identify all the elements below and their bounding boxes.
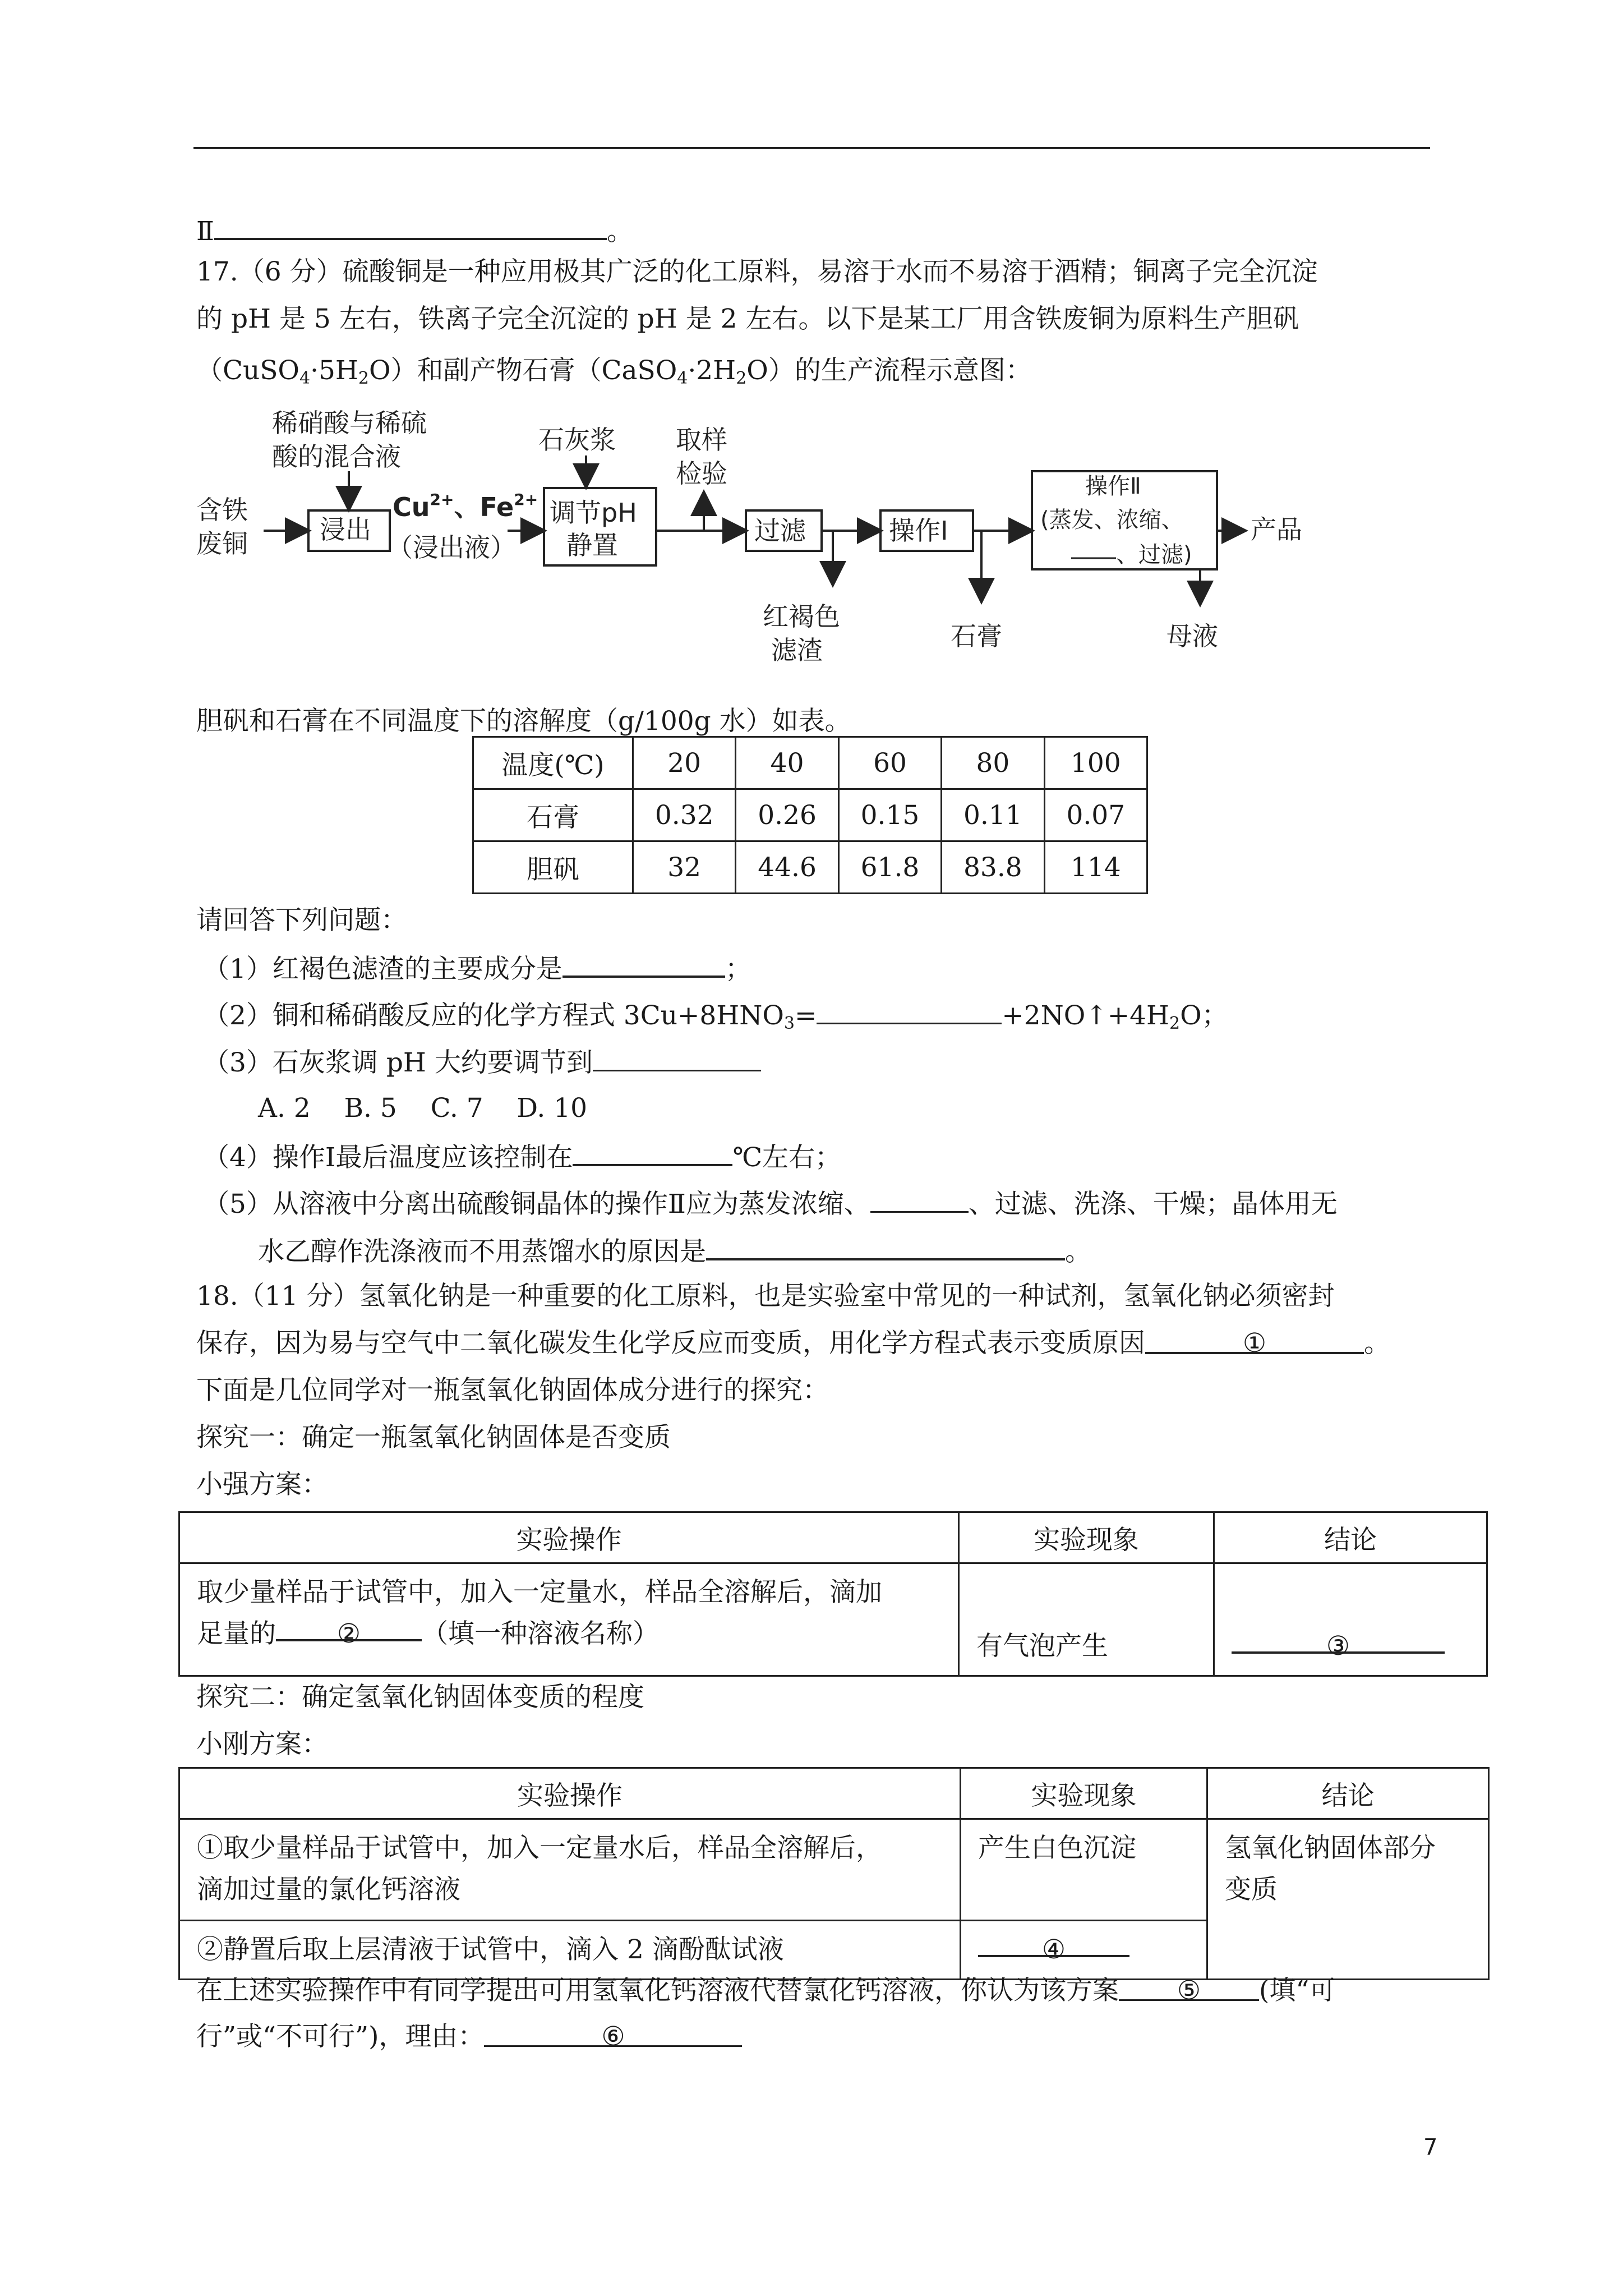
adjust-box-label-2: 静置 [566, 530, 618, 560]
text: （4）操作Ⅰ最后温度应该控制在 [203, 1142, 573, 1173]
table-cell: 石膏 [473, 789, 633, 841]
text: 保存，因为易与空气中二氧化碳发生化学反应而变质，用化学方程式表示变质原因 [196, 1328, 1145, 1359]
table-header-cell: 60 [838, 737, 941, 789]
table-cell [1214, 1563, 1487, 1676]
sample-label-1: 取样 [676, 425, 727, 455]
question-prompt: 请回答下列问题： [196, 905, 407, 936]
q18-final-1 [196, 1973, 1335, 2008]
table-cell: 0.11 [942, 789, 1044, 841]
text: （5）从溶液中分离出硫酸铜晶体的操作Ⅱ应为蒸发浓缩、 [203, 1189, 870, 1220]
acid-label-2: 酸的混合液 [272, 441, 401, 472]
subscript: 2 [736, 369, 747, 388]
text: 在上述实验操作中有同学提出可用氢氧化钙溶液代替氯化钙溶液，你认为该方案 [196, 1975, 1119, 2006]
text: （2）铜和稀硝酸反应的化学方程式 3Cu+8HNO [203, 1000, 784, 1031]
answer-blank-5[interactable]: ⑤ [1119, 1973, 1259, 2001]
acid-label-1: 稀硝酸与稀硫 [272, 409, 427, 438]
period: 。 [606, 216, 633, 247]
mother-liquor-label: 母液 [1166, 621, 1218, 651]
table-header-cell: 结论 [1207, 1768, 1489, 1819]
table-row [179, 1819, 1489, 1921]
text: 、过滤、洗涤、干燥；晶体用无 [968, 1189, 1338, 1220]
table-row [179, 1768, 1489, 1819]
answer-blank[interactable] [706, 1232, 1065, 1260]
op2-box-line-2: 、过滤) [1116, 542, 1192, 568]
table-row [179, 1563, 1487, 1676]
q17-sub-1 [203, 950, 751, 987]
answer-blank-4[interactable]: ④ [978, 1929, 1129, 1957]
subscript: 2 [1169, 1014, 1181, 1033]
table-header-cell: 80 [942, 737, 1044, 789]
table-header-cell: 实验现象 [961, 1768, 1207, 1819]
answer-blank-6[interactable]: ⑥ [484, 2019, 742, 2047]
table-row [473, 841, 1147, 894]
answer-blank-3[interactable]: ③ [1232, 1626, 1445, 1654]
text: 氢氧化钠固体部分 [1225, 1833, 1436, 1864]
subscript: 4 [677, 369, 688, 388]
text: O）的生产流程示意图： [746, 355, 1032, 386]
explore-2-heading: 探究二：确定氢氧化钠固体变质的程度 [196, 1682, 644, 1713]
plan-1-label: 小强方案： [196, 1469, 328, 1500]
table-cell: 0.15 [838, 789, 941, 841]
text: O）和副产物石膏（CaSO [369, 355, 677, 386]
q18-line-2 [196, 1326, 1390, 1361]
q17-sub-5-cont [258, 1232, 1091, 1269]
table-cell [961, 1921, 1207, 1980]
superscript: 2+ [514, 490, 538, 509]
explore-1-heading: 探究一：确定一瓶氢氧化钠固体是否变质 [196, 1422, 671, 1453]
table-row [179, 1512, 1487, 1563]
residue-label-2: 滤渣 [771, 635, 823, 665]
sample-label-2: 检验 [676, 458, 727, 489]
subscript: 4 [299, 369, 311, 388]
gypsum-label: 石膏 [951, 621, 1002, 651]
text: （填一种溶液名称） [422, 1618, 659, 1649]
q17-sub-3-options: A. 2 B. 5 C. 7 D. 10 [258, 1093, 588, 1124]
table-header-cell: 实验现象 [959, 1512, 1214, 1563]
q17-sub-5 [203, 1185, 1338, 1222]
text: Cu [393, 492, 430, 522]
answer-blank[interactable] [573, 1138, 732, 1166]
text: (填“可 [1259, 1975, 1336, 2006]
op1-box-label: 操作Ⅰ [889, 516, 948, 546]
text: 。 [1065, 1236, 1091, 1267]
subscript: 2 [358, 369, 369, 388]
answer-blank-1[interactable]: ① [1145, 1326, 1364, 1354]
table-cell: 0.32 [633, 789, 736, 841]
text: ·5H [310, 355, 358, 386]
op2-box-line-1: (蒸发、浓缩、 [1040, 507, 1184, 533]
process-flowchart [196, 409, 1318, 673]
ions-label [393, 490, 538, 522]
text: 水乙醇作洗涤液而不用蒸馏水的原因是 [258, 1236, 706, 1267]
table-intro: 胆矾和石膏在不同温度下的溶解度（g/100g 水）如表。 [196, 706, 851, 737]
experiment-table-1 [178, 1511, 1488, 1677]
text: （CuSO [196, 355, 299, 386]
table-cell: 83.8 [942, 841, 1044, 894]
table-row [473, 789, 1147, 841]
q18-line-1: 18.（11 分）氢氧化钠是一种重要的化工原料，也是实验室中常见的一种试剂，氢氧化钠必须密封 [196, 1281, 1335, 1312]
table-cell: 产生白色沉淀 [961, 1819, 1207, 1921]
table-header-cell: 实验操作 [179, 1512, 959, 1563]
text: ①取少量样品于试管中，加入一定量水后，样品全溶解后， [197, 1833, 882, 1864]
table-header-cell: 20 [633, 737, 736, 789]
plan-2-label: 小刚方案： [196, 1729, 328, 1760]
adjust-box-label-1: 调节pH [550, 498, 637, 528]
lime-label: 石灰浆 [538, 425, 616, 455]
text: = [795, 1000, 817, 1031]
table-cell: 32 [633, 841, 736, 894]
text: 。 [1364, 1328, 1390, 1359]
text: O； [1180, 1000, 1228, 1031]
table-row [473, 737, 1147, 789]
text: 足量的 [197, 1618, 276, 1649]
continuation-line [196, 212, 633, 249]
table-cell: 0.07 [1044, 789, 1147, 841]
header-rule [193, 147, 1430, 149]
text: 、Fe [454, 492, 514, 522]
q17-sub-3 [203, 1044, 761, 1080]
roman-numeral: Ⅱ [196, 216, 214, 247]
leach-box-label: 浸出 [320, 514, 371, 545]
answer-blank-2[interactable]: ② [276, 1613, 422, 1641]
table-cell: 44.6 [736, 841, 838, 894]
table-cell: 114 [1044, 841, 1147, 894]
q17-sub-2 [203, 997, 1228, 1041]
q18-line-3: 下面是几位同学对一瓶氢氧化钠固体成分进行的探究： [196, 1375, 829, 1406]
table-cell: 有气泡产生 [959, 1563, 1214, 1676]
table-cell: 胆矾 [473, 841, 633, 894]
q17-line-1: 17.（6 分）硫酸铜是一种应用极其广泛的化工原料，易溶于水而不易溶于酒精；铜离子完全沉淀 [196, 256, 1318, 287]
text: 变质 [1225, 1874, 1278, 1905]
op2-box-title: 操作Ⅱ [1085, 473, 1141, 499]
text: 滴加过量的氯化钙溶液 [197, 1874, 460, 1905]
table-cell [1207, 1819, 1489, 1980]
table-header-cell: 实验操作 [179, 1768, 961, 1819]
answer-blank[interactable] [562, 950, 725, 978]
table-header-cell: 100 [1044, 737, 1147, 789]
q18-final-2 [196, 2019, 742, 2054]
answer-blank[interactable] [214, 212, 607, 240]
table-header-cell: 结论 [1214, 1512, 1487, 1563]
text [197, 1613, 941, 1655]
text: （1）红褐色滤渣的主要成分是 [203, 954, 562, 984]
filter-box-label: 过滤 [754, 516, 806, 546]
table-cell: ②静置后取上层清液于试管中，滴入 2 滴酚酞试液 [179, 1921, 961, 1980]
product-label: 产品 [1251, 514, 1302, 545]
text: ； [725, 954, 751, 984]
raw-label-1: 含铁 [196, 495, 248, 525]
text: ·2H [688, 355, 736, 386]
leachate-label: （浸出液） [387, 532, 516, 563]
subscript: 3 [783, 1014, 795, 1033]
q17-line-2: 的 pH 是 5 左右，铁离子完全沉淀的 pH 是 2 左右。以下是某工厂用含铁废铜为原料生产胆矾 [196, 303, 1299, 334]
answer-blank[interactable] [817, 997, 1002, 1024]
residue-label-1: 红褐色 [763, 601, 840, 632]
answer-blank[interactable] [593, 1044, 761, 1071]
page-number: 7 [1423, 2134, 1438, 2160]
table-cell [179, 1819, 961, 1921]
text: ℃左右； [732, 1142, 842, 1173]
solubility-table [472, 736, 1148, 894]
text: 取少量样品于试管中，加入一定量水，样品全溶解后，滴加 [197, 1577, 882, 1608]
text: （3）石灰浆调 pH 大约要调节到 [203, 1047, 593, 1078]
answer-blank[interactable] [870, 1185, 969, 1213]
superscript: 2+ [430, 490, 454, 509]
text: 行”或“不可行”)，理由： [196, 2021, 485, 2052]
table-cell: 0.26 [736, 789, 838, 841]
table-cell [179, 1563, 959, 1676]
table-cell: 61.8 [838, 841, 941, 894]
q17-sub-4 [203, 1138, 841, 1175]
q17-line-3 [196, 353, 1032, 396]
raw-label-2: 废铜 [196, 528, 248, 559]
flowchart-svg [196, 409, 1318, 673]
experiment-table-2 [178, 1767, 1490, 1980]
table-header-cell: 40 [736, 737, 838, 789]
text: +2NO↑+4H [1002, 1000, 1169, 1031]
table-header-cell: 温度(℃) [473, 737, 633, 789]
